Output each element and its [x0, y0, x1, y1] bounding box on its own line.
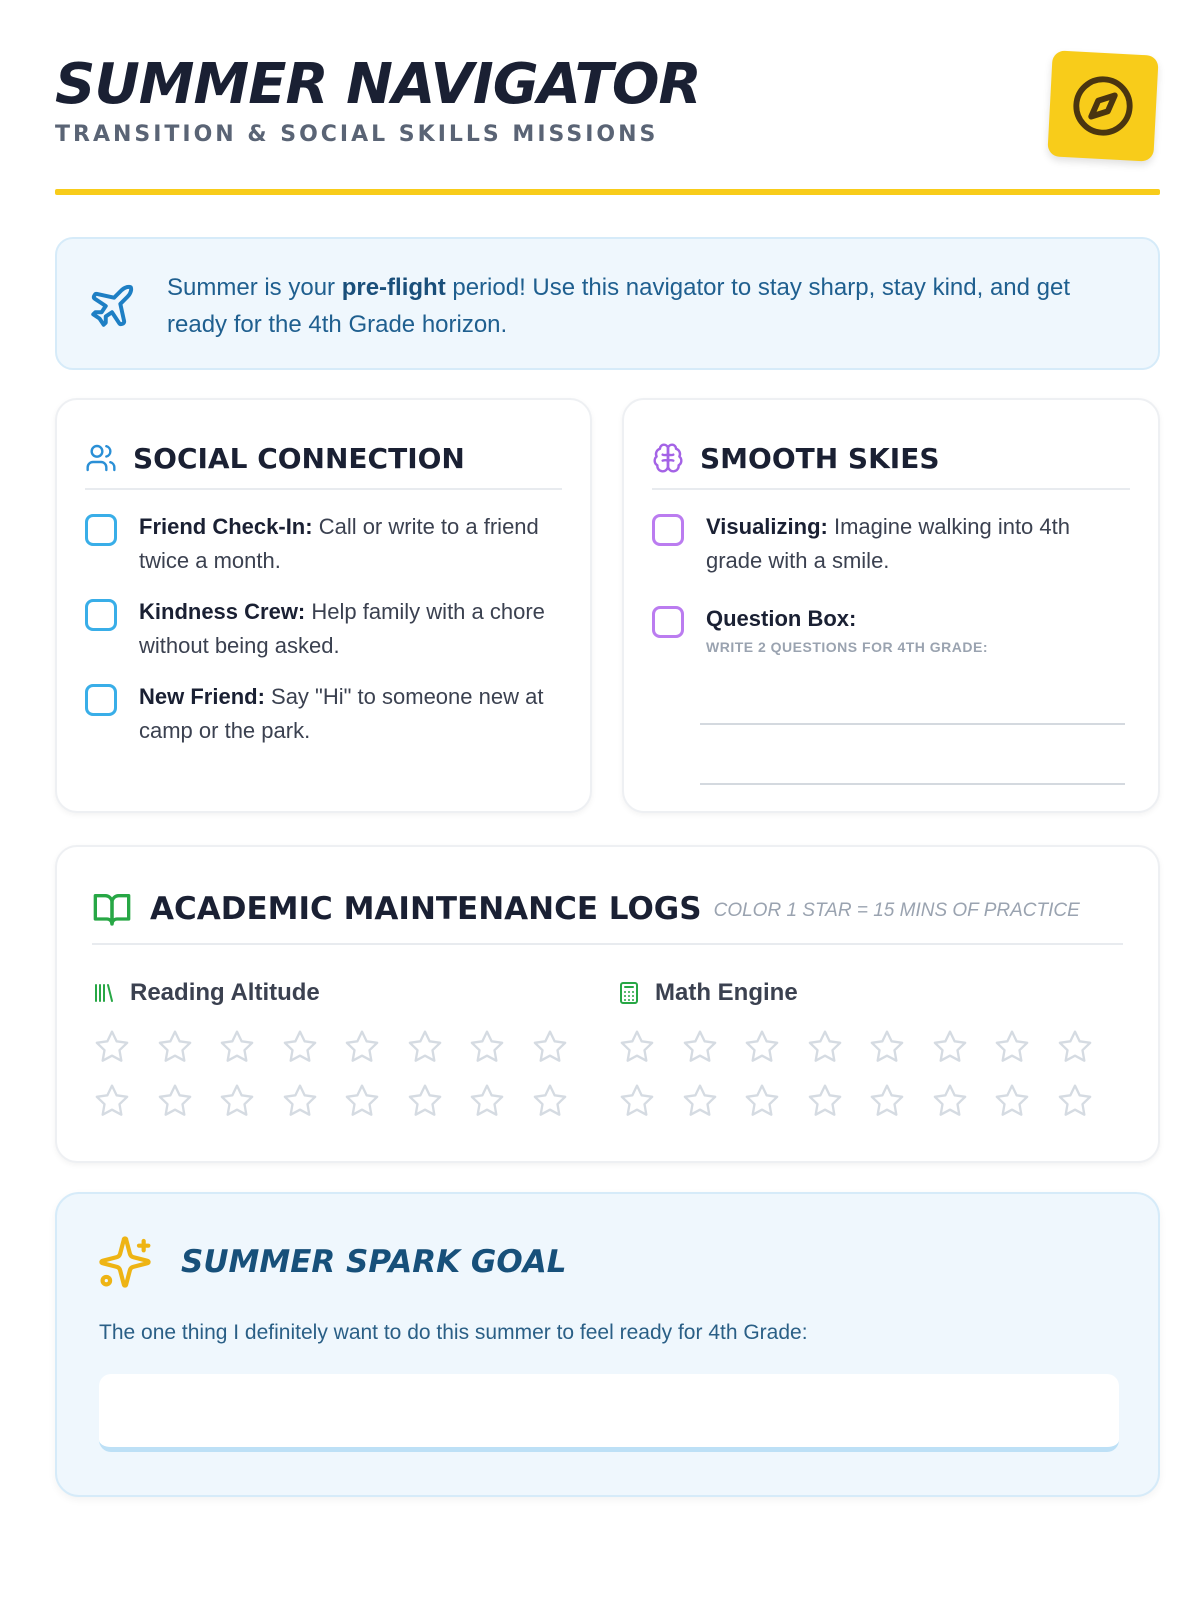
logs-note: COLOR 1 STAR = 15 MINS OF PRACTICE [713, 900, 1080, 921]
math-star-icon[interactable] [742, 1081, 782, 1121]
reading-star-icon[interactable] [342, 1081, 382, 1121]
reading-star-icon[interactable] [342, 1027, 382, 1067]
math-engine-log [617, 975, 1107, 1121]
math-star-icon[interactable] [805, 1081, 845, 1121]
logs-title: ACADEMIC MAINTENANCE LOGS [150, 891, 702, 927]
reading-star-icon[interactable] [155, 1081, 195, 1121]
math-star-icon[interactable] [617, 1027, 657, 1067]
math-star-icon[interactable] [617, 1081, 657, 1121]
page-title: SUMMER NAVIGATOR [55, 52, 701, 117]
math-star-icon[interactable] [742, 1027, 782, 1067]
reading-star-icon[interactable] [280, 1081, 320, 1121]
book-open-icon [92, 889, 132, 929]
skies-card-header [652, 428, 1130, 490]
reading-star-icon[interactable] [217, 1081, 257, 1121]
goal-prompt: The one thing I definitely want to do this summer to feel ready for 4th Grade: [99, 1321, 808, 1344]
reading-star-icon[interactable] [467, 1081, 507, 1121]
task-kindness-crew: Kindness Crew: Help family with a chore without being asked. [85, 595, 562, 663]
math-star-icon[interactable] [930, 1027, 970, 1067]
smooth-skies-card [622, 398, 1160, 813]
reading-star-icon[interactable] [280, 1027, 320, 1067]
reading-altitude-title: Reading Altitude [130, 979, 320, 1006]
checkbox-kindness-crew[interactable] [85, 599, 117, 631]
reading-star-icon[interactable] [530, 1027, 570, 1067]
reading-star-icon[interactable] [217, 1027, 257, 1067]
goal-title: SUMMER SPARK GOAL [181, 1244, 567, 1280]
brain-icon [652, 440, 688, 476]
math-star-icon[interactable] [867, 1081, 907, 1121]
reading-star-icon[interactable] [405, 1027, 445, 1067]
checkbox-visualizing[interactable] [652, 514, 684, 546]
compass-badge [1047, 50, 1158, 161]
sparkles-icon [97, 1234, 153, 1290]
math-star-icon[interactable] [1055, 1081, 1095, 1121]
reading-star-icon[interactable] [92, 1081, 132, 1121]
logs-header [92, 875, 1123, 945]
page-subtitle: TRANSITION & SOCIAL SKILLS MISSIONS [55, 122, 659, 147]
reading-star-icon[interactable] [92, 1027, 132, 1067]
page-header [55, 50, 1160, 195]
question-line-1[interactable] [700, 723, 1125, 725]
question-line-2[interactable] [700, 783, 1125, 785]
task-new-friend: New Friend: Say "Hi" to someone new at camp or the park. [85, 680, 562, 748]
math-star-icon[interactable] [680, 1027, 720, 1067]
calculator-icon [617, 980, 643, 1006]
reading-star-icon[interactable] [405, 1081, 445, 1121]
intro-banner [55, 237, 1160, 370]
plane-icon [87, 281, 137, 331]
math-star-icon[interactable] [867, 1027, 907, 1067]
reading-star-icon[interactable] [530, 1081, 570, 1121]
compass-icon [1069, 72, 1136, 139]
task-visualizing: Visualizing: Imagine walking into 4th grade with a smile. [652, 510, 1130, 578]
skies-card-title: SMOOTH SKIES [700, 441, 940, 475]
checkbox-question-box[interactable] [652, 606, 684, 638]
math-star-icon[interactable] [805, 1027, 845, 1067]
checkbox-friend-check-in[interactable] [85, 514, 117, 546]
reading-star-grid [92, 1027, 582, 1121]
intro-text: Summer is your pre-flight period! Use this navigator to stay sharp, stay kind, and get ready for the 4th Grade horizon. [167, 274, 1071, 338]
intro-highlight: pre-flight [341, 274, 446, 301]
header-divider [55, 189, 1160, 195]
reading-altitude-log [92, 975, 582, 1121]
math-star-grid [617, 1027, 1107, 1121]
social-card-title: SOCIAL CONNECTION [133, 441, 465, 475]
math-engine-title: Math Engine [655, 979, 798, 1006]
task-question-box: Question Box: WRITE 2 QUESTIONS FOR 4TH GRADE: [652, 602, 1130, 656]
library-icon [92, 980, 118, 1006]
math-star-icon[interactable] [992, 1081, 1032, 1121]
academic-logs-card [55, 845, 1160, 1163]
users-icon [85, 440, 121, 476]
checkbox-new-friend[interactable] [85, 684, 117, 716]
summer-spark-goal-card [55, 1192, 1160, 1497]
social-card-header [85, 428, 562, 490]
reading-star-icon[interactable] [467, 1027, 507, 1067]
math-star-icon[interactable] [930, 1081, 970, 1121]
math-star-icon[interactable] [1055, 1027, 1095, 1067]
goal-answer-field[interactable] [99, 1374, 1119, 1452]
question-box-instruction: WRITE 2 QUESTIONS FOR 4TH GRADE: [706, 639, 989, 655]
math-star-icon[interactable] [992, 1027, 1032, 1067]
task-friend-check-in: Friend Check-In: Call or write to a friend twice a month. [85, 510, 562, 578]
social-connection-card [55, 398, 592, 813]
math-star-icon[interactable] [680, 1081, 720, 1121]
reading-star-icon[interactable] [155, 1027, 195, 1067]
